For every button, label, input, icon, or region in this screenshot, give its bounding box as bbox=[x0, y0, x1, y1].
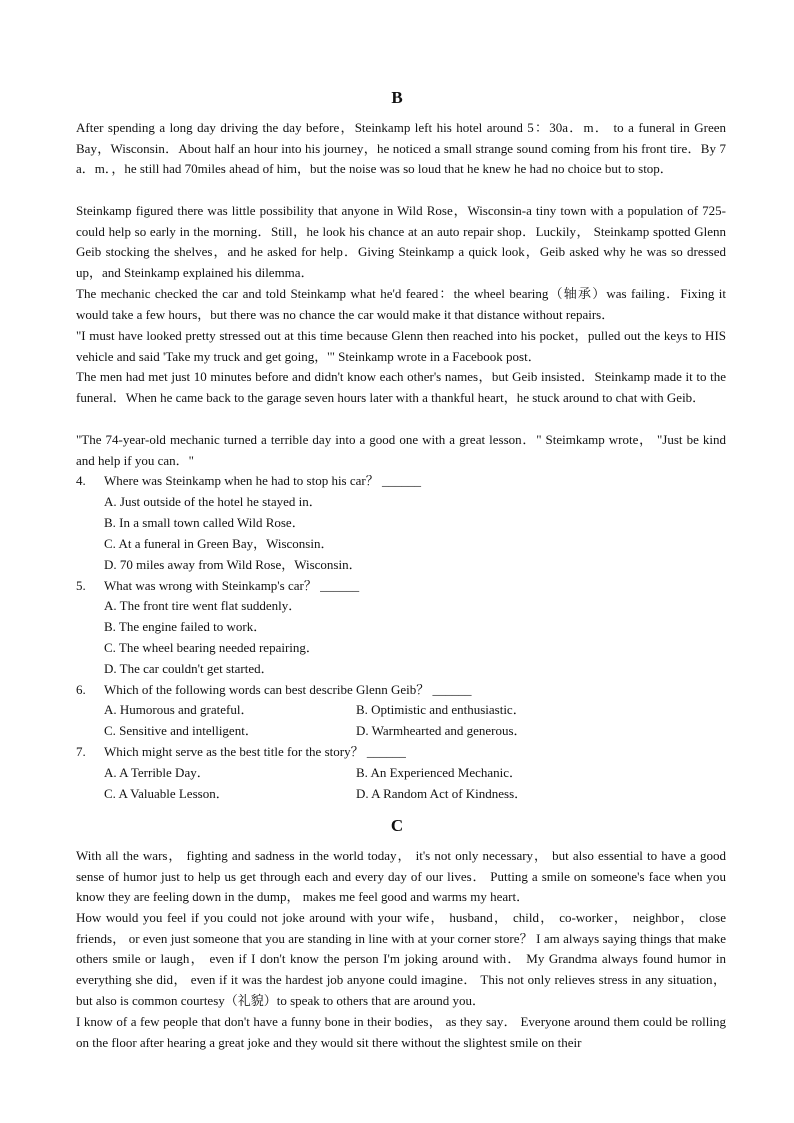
section-b-title: B bbox=[391, 88, 403, 107]
section-b-paragraph-2: Steinkamp figured there was little possibility that anyone in Wild Rose，Wisconsin-a tiny town with a population of 725-could help so early in the morning．Still，he look his chance at an auto repair shop．Luckily， Steinkamp spotted Glenn Geib stocking the shelves，and he asked for help．Giving Steinkamp a quick look，Geib asked why he was so dressed up，and Steinkamp explained his dilemma． bbox=[76, 203, 726, 281]
question-6-option-d: D. Warmhearted and generous． bbox=[356, 723, 527, 738]
question-6-option-a: A. Humorous and grateful． bbox=[104, 702, 254, 717]
section-b-paragraph-5: The men had met just 10 minutes before and didn't know each other's names，but Geib insisted．Steinkamp made it to the funeral．When he came back to the garage seven hours later with a thankful heart，he stuck around to chat with Geib． bbox=[76, 369, 726, 405]
question-4-option-b: B. In a small town called Wild Rose． bbox=[104, 515, 305, 530]
question-7 bbox=[76, 742, 726, 763]
question-5-option-a: A. The front tire went flat suddenly． bbox=[104, 598, 302, 613]
question-5-option-d: D. The car couldn't get started． bbox=[104, 661, 274, 676]
question-7-option-a: A. A Terrible Day． bbox=[104, 765, 210, 780]
question-4 bbox=[76, 471, 726, 492]
section-b-paragraph-3: The mechanic checked the car and told Steinkamp what he'd feared：the wheel bearing（轴承）was failing．Fixing it would take a few hours，but there was no chance the car would make it that distance without repairs． bbox=[76, 286, 726, 322]
question-5-option-c: C. The wheel bearing needed repairing． bbox=[104, 640, 319, 655]
question-6 bbox=[76, 680, 726, 701]
question-stem: Where was Steinkamp when he had to stop his car？ ______ bbox=[104, 473, 421, 488]
section-b-paragraph-1: After spending a long day driving the day before，Steinkamp left his hotel around 5：30a．m． to a funeral in Green Bay，Wisconsin．About half an hour into his journey，he noticed a small strange sound coming from his front tire．By 7 a．m．，he still had 70miles ahead of him，but the noise was so loud that he knew he had no choice but to stop． bbox=[76, 120, 726, 177]
question-number: 7. bbox=[76, 744, 86, 759]
question-number: 6. bbox=[76, 682, 86, 697]
question-7-option-d: D. A Random Act of Kindness． bbox=[356, 786, 528, 801]
section-c-paragraph-3: I know of a few people that don't have a funny bone in their bodies， as they say． Everyone around them could be rolling on the floor after hearing a great joke and they would sit there without the slightest smile on their bbox=[76, 1014, 726, 1050]
question-stem: Which of the following words can best describe Glenn Geib？ ______ bbox=[104, 682, 472, 697]
question-7-option-b: B. An Experienced Mechanic． bbox=[356, 765, 523, 780]
question-6-option-c: C. Sensitive and intelligent． bbox=[104, 723, 258, 738]
section-b-paragraph-4: "I must have looked pretty stressed out at this time because Glenn then reached into his pocket，pulled out the keys to HIS vehicle and said 'Take my truck and get going，'" Steinkamp wrote in a Facebook post． bbox=[76, 328, 726, 364]
question-stem: What was wrong with Steinkamp's car？ ______ bbox=[104, 578, 360, 593]
question-5 bbox=[76, 576, 726, 597]
question-5-option-b: B. The engine failed to work． bbox=[104, 619, 267, 634]
question-number: 5. bbox=[76, 578, 86, 593]
question-4-option-a: A. Just outside of the hotel he stayed in． bbox=[104, 494, 322, 509]
question-4-option-d: D. 70 miles away from Wild Rose，Wisconsin． bbox=[104, 557, 362, 572]
question-7-option-c: C. A Valuable Lesson． bbox=[104, 786, 229, 801]
section-b-paragraph-6: "The 74-year-old mechanic turned a terrible day into a good one with a great lesson．" Steimkamp wrote， "Just be kind and help if you can．" bbox=[76, 432, 726, 468]
section-c-title: C bbox=[390, 816, 404, 835]
question-number: 4. bbox=[76, 473, 86, 488]
question-6-option-b: B. Optimistic and enthusiastic． bbox=[356, 702, 526, 717]
question-stem: Which might serve as the best title for the story？ ______ bbox=[104, 744, 406, 759]
question-4-option-c: C. At a funeral in Green Bay，Wisconsin． bbox=[104, 536, 334, 551]
section-c-paragraph-1: With all the wars， fighting and sadness in the world today， it's not only necessary， but also essential to have a good sense of humor just to help us get through each and every day of our lives． Putting a smile on someone's face when you know they are feeling down in the dump， makes me feel good and warms my heart． bbox=[76, 848, 726, 905]
section-c-paragraph-2: How would you feel if you could not joke around with your wife， husband， child， co-worker， neighbor， close friends， or even just someone that you are standing in line with at your corner store？ I am always saying things that make others smile or laugh， even if I don't know the person I'm joking around with． My Grandma always found humor in everything she did， even if it was the hardest job anyone could imagine． This not only relieves stress in any situation， but also is common courtesy（礼貌）to speak to others that are around you． bbox=[76, 910, 726, 1008]
